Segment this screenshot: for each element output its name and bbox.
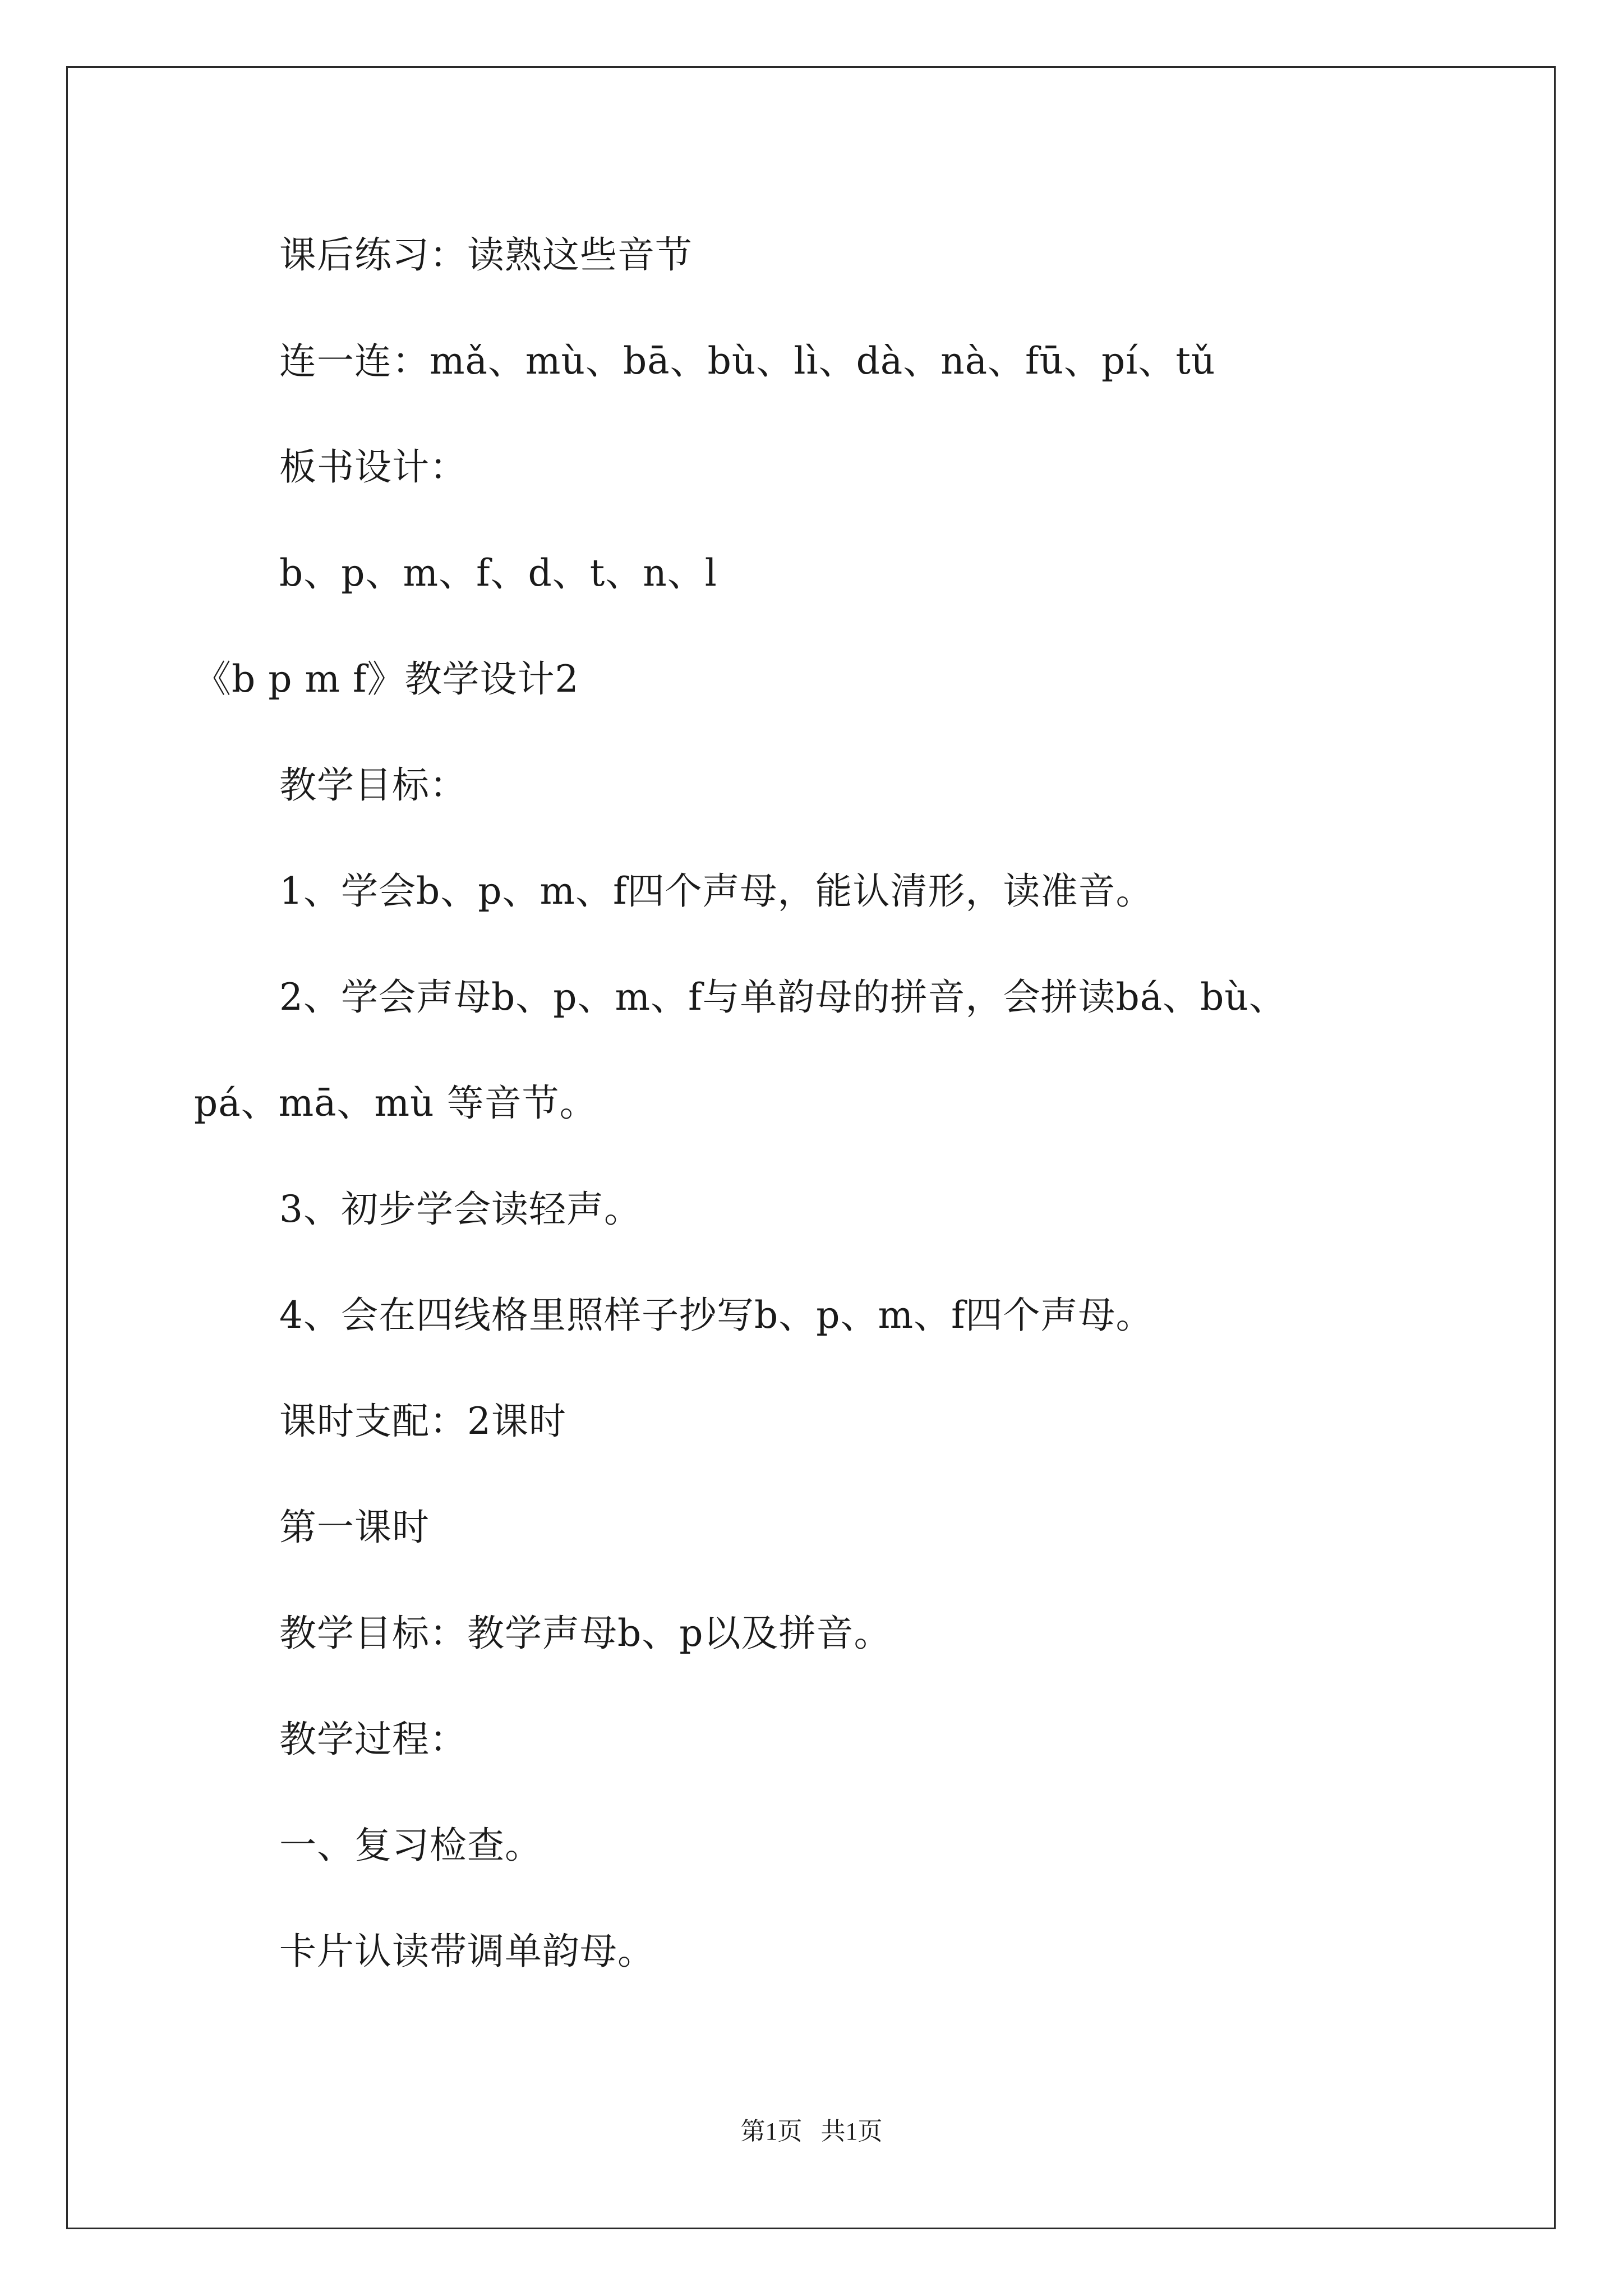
- paragraph-line: 教学目标：教学声母b、p以及拼音。: [279, 1612, 892, 1655]
- paragraph-line: 4、会在四线格里照样子抄写b、p、m、f四个声母。: [279, 1294, 1154, 1337]
- paragraph-line: 连一连：mǎ、mù、bā、bù、lì、dà、nà、fū、pí、tǔ: [279, 339, 1216, 383]
- paragraph-line: 第一课时: [279, 1506, 430, 1549]
- section-heading: 《b p m f》教学设计2: [194, 657, 579, 701]
- paragraph-line: 卡片认读带调单韵母。: [279, 1930, 655, 1973]
- paragraph-line: 板书设计：: [279, 445, 467, 489]
- paragraph-line: 1、学会b、p、m、f四个声母，能认清形，读准音。: [279, 869, 1154, 913]
- paragraph-line: 教学过程：: [279, 1718, 467, 1761]
- paragraph-line: 一、复习检查。: [279, 1824, 542, 1867]
- paragraph-line: 教学目标：: [279, 763, 467, 807]
- paragraph-line-continuation: pá、mā、mù 等音节。: [194, 1082, 597, 1125]
- page-number-footer: 第1页 共1页: [740, 2118, 883, 2145]
- paragraph-line: b、p、m、f、d、t、n、l: [279, 551, 717, 595]
- paragraph-line: 课后练习：读熟这些音节: [279, 233, 693, 277]
- paragraph-line: 课时支配：2课时: [279, 1400, 566, 1443]
- document-body: [194, 202, 1433, 2004]
- paragraph-line: 3、初步学会读轻声。: [279, 1188, 642, 1231]
- paragraph-line: 2、学会声母b、p、m、f与单韵母的拼音，会拼读bá、bù、: [279, 976, 1287, 1019]
